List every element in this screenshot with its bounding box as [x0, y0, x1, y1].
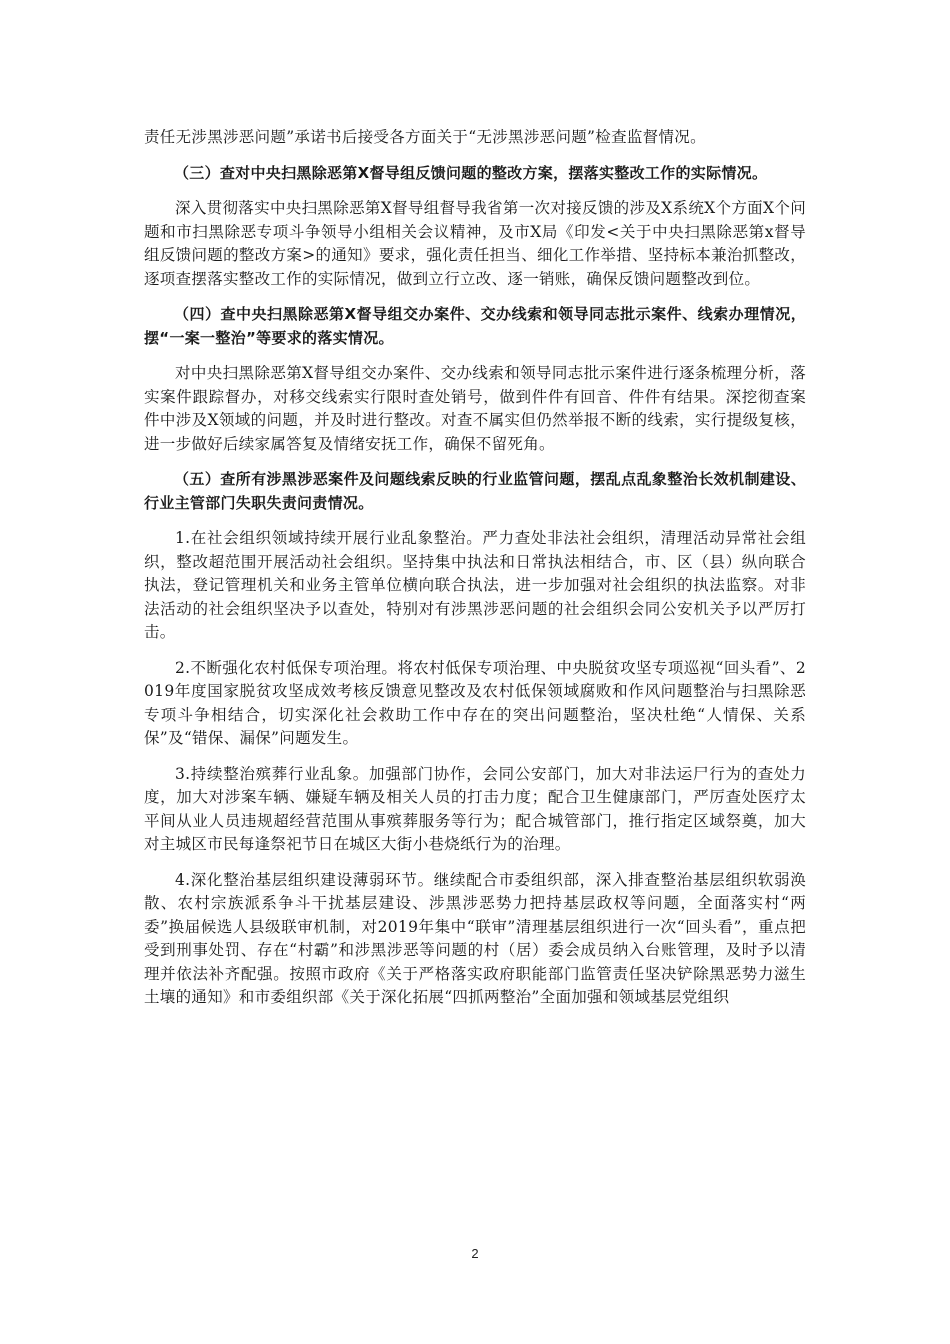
paragraph-item-3: 3.持续整治殡葬行业乱象。加强部门协作，会同公安部门，加大对非法运尸行为的查处力度，加大对涉案车辆、嫌疑车辆及相关人员的打击力度；配合卫生健康部门，严厉查处医疗太平间从业人员违规超经营范围从事殡葬服务等行为；配合城管部门，推行指定区域祭奠，加大对主城区市民每逢祭祀节日在城区大街小巷烧纸行为的治理。	[144, 764, 806, 853]
paragraph-section-4: 对中央扫黑除恶第X督导组交办案件、交办线索和领导同志批示案件进行逐条梳理分析，落实案件跟踪督办，对移交线索实行限时查处销号，做到件件有回音、件件有结果。深挖彻查案件中涉及X领域的问题，并及时进行整改。对查不属实但仍然举报不断的线索，实行提级复核，进一步做好后续家属答复及情绪安抚工作，确保不留死角。	[144, 364, 806, 453]
paragraph-item-1: 1.在社会组织领域持续开展行业乱象整治。严力查处非法社会组织，清理活动异常社会组织，整改超范围开展活动社会组织。坚持集中执法和日常执法相结合，市、区（县）纵向联合执法，登记管理机关和业务主管单位横向联合执法，进一步加强对社会组织的执法监察。对非法活动的社会组织坚决予以查处，特别对有涉黑涉恶问题的社会组织会同公安机关予以严厉打击。	[144, 529, 806, 641]
paragraph-item-2: 2.不断强化农村低保专项治理。将农村低保专项治理、中央脱贫攻坚专项巡视“回头看”、2019年度国家脱贫攻坚成效考核反馈意见整改及农村低保领域腐败和作风问题整治与扫黑除恶专项斗争相结合，切实深化社会救助工作中存在的突出问题整治，坚决杜绝“人情保、关系保”及“错保、漏保”问题发生。	[144, 658, 806, 747]
section-heading-3: （三）查对中央扫黑除恶第X督导组反馈问题的整改方案，摆落实整改工作的实际情况。	[174, 163, 768, 182]
section-heading-5: （五）查所有涉黑涉恶案件及问题线索反映的行业监管问题，摆乱点乱象整治长效机制建设、行业主管部门失职失责问责情况。	[144, 470, 806, 512]
paragraph-item-4: 4.深化整治基层组织建设薄弱环节。继续配合市委组织部，深入排查整治基层组织软弱涣散、农村宗族派系争斗干扰基层建设、涉黑涉恶势力把持基层政权等问题，全面落实村“两委”换届候选人县级联审机制，对2019年集中“联审”清理基层组织进行一次“回头看”，重点把受到刑事处罚、存在“村霸”和涉黑涉恶等问题的村（居）委会成员纳入台账管理，及时予以清理并依法补齐配强。按照市政府《关于严格落实政府职能部门监管责任坚决铲除黑恶势力滋生土壤的通知》和市委组织部《关于深化拓展“四抓两整治”全面加强和领域基层党组织	[144, 870, 806, 1006]
paragraph-continuation: 责任无涉黑涉恶问题”承诺书后接受各方面关于“无涉黑涉恶问题”检查监督情况。	[144, 128, 706, 146]
section-heading-4: （四）查中央扫黑除恶第X督导组交办案件、交办线索和领导同志批示案件、线索办理情况，摆“一案一整治”等要求的落实情况。	[144, 305, 806, 347]
page-number: 2	[471, 1246, 479, 1261]
paragraph-section-3: 深入贯彻落实中央扫黑除恶第X督导组督导我省第一次对接反馈的涉及X系统X个方面X个问题和市扫黑除恶专项斗争领导小组相关会议精神，及市X局《印发<关于中央扫黑除恶第x督导组反馈问题的整改方案>的通知》要求，强化责任担当、细化工作举措、坚持标本兼治抓整改，逐项查摆落实整改工作的实际情况，做到立行立改、逐一销账，确保反馈问题整改到位。	[144, 199, 806, 288]
document-body	[144, 126, 806, 1010]
